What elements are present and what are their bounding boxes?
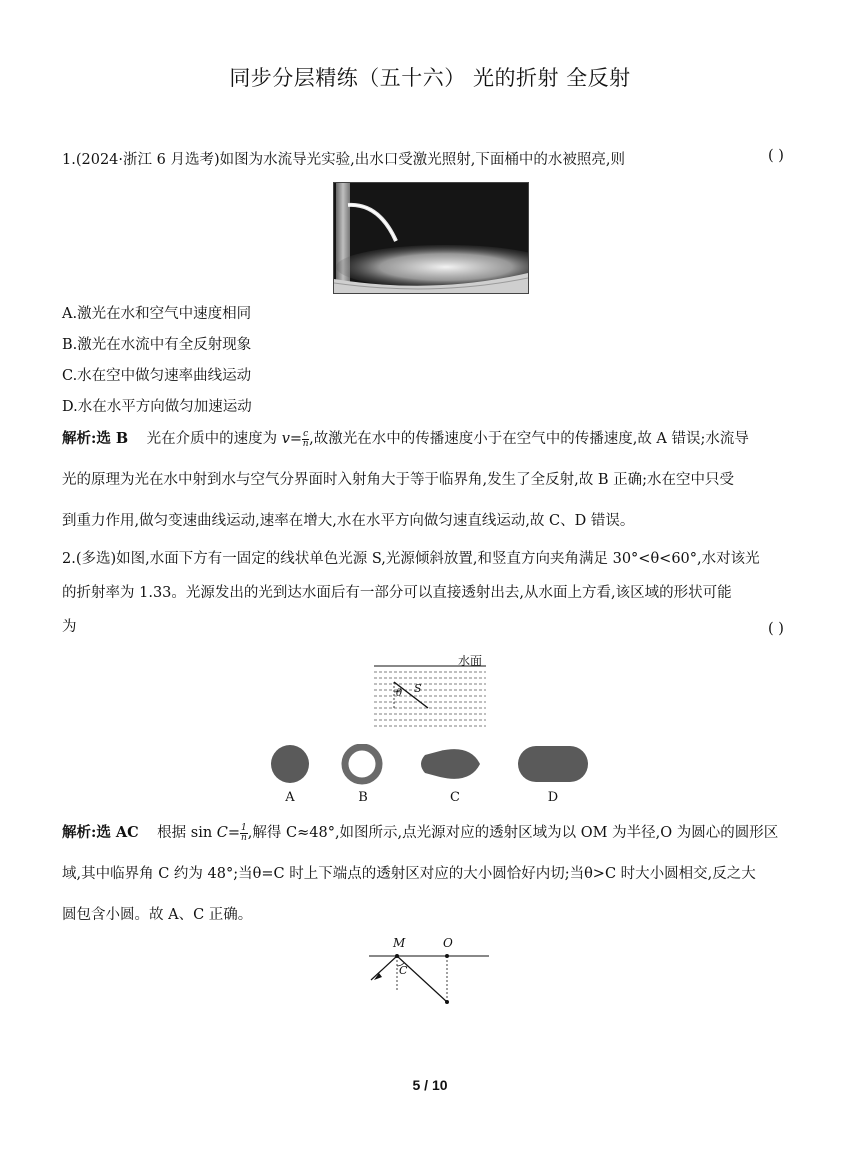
question-2-analysis-line-1 [62, 812, 802, 854]
question-2-analysis-line-3: 圆包含小圆。故 A、C 正确。 [62, 907, 253, 923]
analysis-text: 根据 sin [157, 825, 217, 841]
shape-label-c: C [450, 790, 460, 805]
analysis-text: ,解得 C≈48°,如图所示,点光源对应的透射区域为以 OM 为半径,O 为圆心的圆形区 [247, 825, 779, 841]
question-1-prefix: 1.(2024· [62, 152, 124, 168]
formula-c: C [216, 825, 228, 841]
question-2-analysis [62, 812, 802, 936]
question-1-text: )如图为水流导光实验,出水口受激光照射,下面桶中的水被照亮,则 [213, 152, 625, 168]
question-1-source: 浙江 6 月选考 [123, 152, 214, 168]
point-o-label: O [443, 936, 453, 950]
formula-equals: = [227, 825, 241, 841]
analysis-text: 光在介质中的速度为 [146, 431, 282, 447]
angle-c-label: C [399, 964, 408, 977]
question-1-option-b: B.激光在水流中有全反射现象 [62, 337, 252, 353]
question-2-line-3: 为 [62, 619, 77, 635]
critical-angle-diagram [365, 936, 495, 1011]
critical-angle-svg [365, 936, 495, 1011]
fraction-numerator: c [303, 428, 309, 439]
question-2-line-1: 2.(多选)如图,水面下方有一固定的线状单色光源 S,光源倾斜放置,和竖直方向夹角满足 30°<θ<60°,水对该光 [62, 551, 760, 567]
water-surface-diagram [370, 650, 490, 730]
question-1-option-c: C.水在空中做匀速率曲线运动 [62, 368, 252, 384]
question-1-analysis [62, 418, 802, 542]
water-surface-label: 水面 [458, 654, 483, 668]
formula-v: v [281, 431, 290, 447]
shape-b-ring [345, 747, 379, 781]
source-s-label: S [414, 682, 422, 695]
point-m-label: M [393, 936, 406, 950]
question-1-option-a: A.激光在水和空气中速度相同 [62, 306, 252, 322]
water-light-guide-photo [333, 182, 529, 294]
question-1-analysis-line-3: 到重力作用,做匀变速曲线运动,速率在增大,水在水平方向做匀速直线运动,故 C、D 错误。 [62, 513, 635, 529]
theta-label: θ [396, 688, 403, 699]
question-1-option-d: D.水在水平方向做匀加速运动 [62, 399, 252, 415]
water-light-guide-image [334, 183, 528, 293]
shape-options [270, 744, 590, 814]
shape-label-d: D [547, 790, 559, 805]
fraction-denominator: n [241, 832, 247, 843]
question-1-stem [62, 148, 625, 169]
fraction-1-over-n [240, 824, 248, 843]
analysis-text: ,故激光在水中的传播速度小于在空气中的传播速度,故 A 错误;水流导 [309, 431, 749, 447]
shape-d-capsule [518, 746, 588, 782]
question-1-answer-blank: ( ) [768, 148, 784, 164]
fraction-denominator: n [302, 438, 309, 449]
formula-equals: = [289, 431, 303, 447]
question-2-analysis-line-2: 域,其中临界角 C 约为 48°;当θ=C 时上下端点的透射区对应的大小圆恰好内切;当θ>C 时大小圆相交,反之大 [62, 866, 756, 882]
shape-options-svg [270, 744, 590, 788]
question-2-analysis-head: 解析:选 AC [62, 824, 139, 841]
question-2-line-2: 的折射率为 1.33。光源发出的光到达水面后有一部分可以直接透射出去,从水面上方看,该区域的形状可能 [62, 585, 732, 601]
shape-label-b: B [358, 790, 368, 805]
question-1-analysis-head: 解析:选 B [62, 430, 129, 447]
fraction-numerator: 1 [241, 822, 247, 833]
page-title: 同步分层精练（五十六） 光的折射 全反射 [229, 66, 631, 90]
shape-a-disc [271, 745, 309, 783]
question-2-stem [62, 542, 802, 644]
page-number: 5 / 10 [412, 1077, 448, 1093]
question-2-answer-blank: ( ) [768, 621, 784, 637]
question-1-analysis-line-1 [62, 418, 802, 460]
question-1-analysis-line-2: 光的原理为光在水中射到水与空气分界面时入射角大于等于临界角,发生了全反射,故 B 正确;水在空中只受 [62, 472, 734, 488]
shape-label-a: A [285, 790, 295, 805]
shape-c-teardrop [421, 749, 480, 779]
